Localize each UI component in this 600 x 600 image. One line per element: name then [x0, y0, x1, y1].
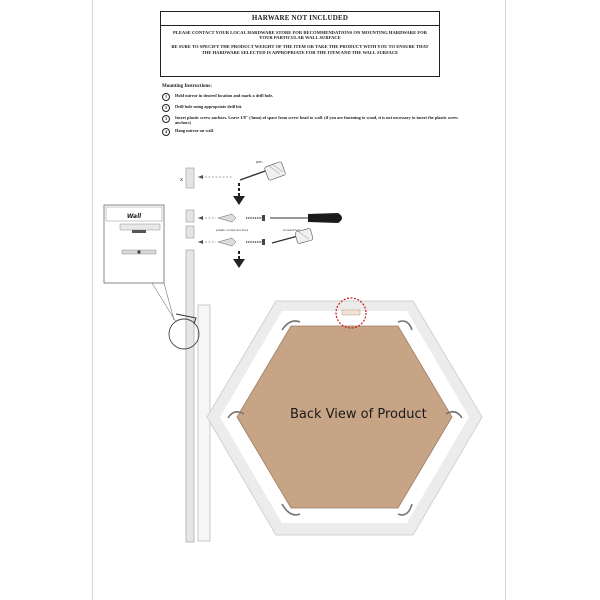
wall-stub — [186, 168, 194, 188]
pen-icon — [240, 161, 286, 180]
marking-illustration — [180, 160, 286, 188]
notice-paragraph-2: BE SURE TO SPECIFY THE PRODUCT WEIGHT OF THE ITEM OR TAKE THE PRODUCT WITH YOU TO ENSURE THAT THE HARDWARE SELECTED IS APPROPRIATE FOR THE ITEM AND THE WALL SURFACE — [171, 44, 429, 55]
step-number: 2 — [162, 104, 170, 112]
notice-title: HARWARE NOT INCLUDED — [161, 12, 439, 26]
screwdriver-label: screwdriver — [283, 228, 301, 232]
arrow-down-icon — [233, 251, 245, 268]
step-text: Hang mirror on wall. — [175, 128, 214, 133]
wall-label: Wall — [126, 213, 142, 220]
anchor-illustration — [186, 210, 342, 246]
screw-icon — [246, 215, 265, 245]
notice-paragraph-1: PLEASE CONTACT YOUR LOCAL HARDWARE STORE FOR RECOMMENDATIONS ON MOUNTING HARDWARE FOR YOUR PARTICULAR WALL SURFACE — [172, 30, 428, 41]
anchor-label: plastic screw anchors — [216, 228, 249, 232]
svg-text:x: x — [180, 177, 183, 183]
wall-detail-inset — [104, 205, 164, 283]
instructions-heading: Mounting Instructions: — [162, 84, 212, 89]
mirror-side-profile — [198, 305, 210, 541]
screwdriver-icon — [270, 213, 342, 223]
step-number: 3 — [162, 115, 170, 123]
step-text: Insert plastic screw anchors. Leave 1/8" (3mm) of space from screw head to wall. (if you are fastening to wood, it is not necessary to insert the plastic screw anchors) — [175, 115, 459, 125]
back-view-label: Back View of Product — [290, 407, 427, 422]
arrow-down-icon — [233, 183, 245, 205]
pen-label: pen — [256, 160, 263, 164]
step-number: 4 — [162, 128, 170, 136]
step-text: Drill hole using appropriate drill bit. — [175, 104, 243, 109]
step-text: Hold mirror in desired location and mark a drill hole. — [175, 93, 274, 98]
step-number: 1 — [162, 93, 170, 101]
zoom-circle — [169, 319, 199, 349]
